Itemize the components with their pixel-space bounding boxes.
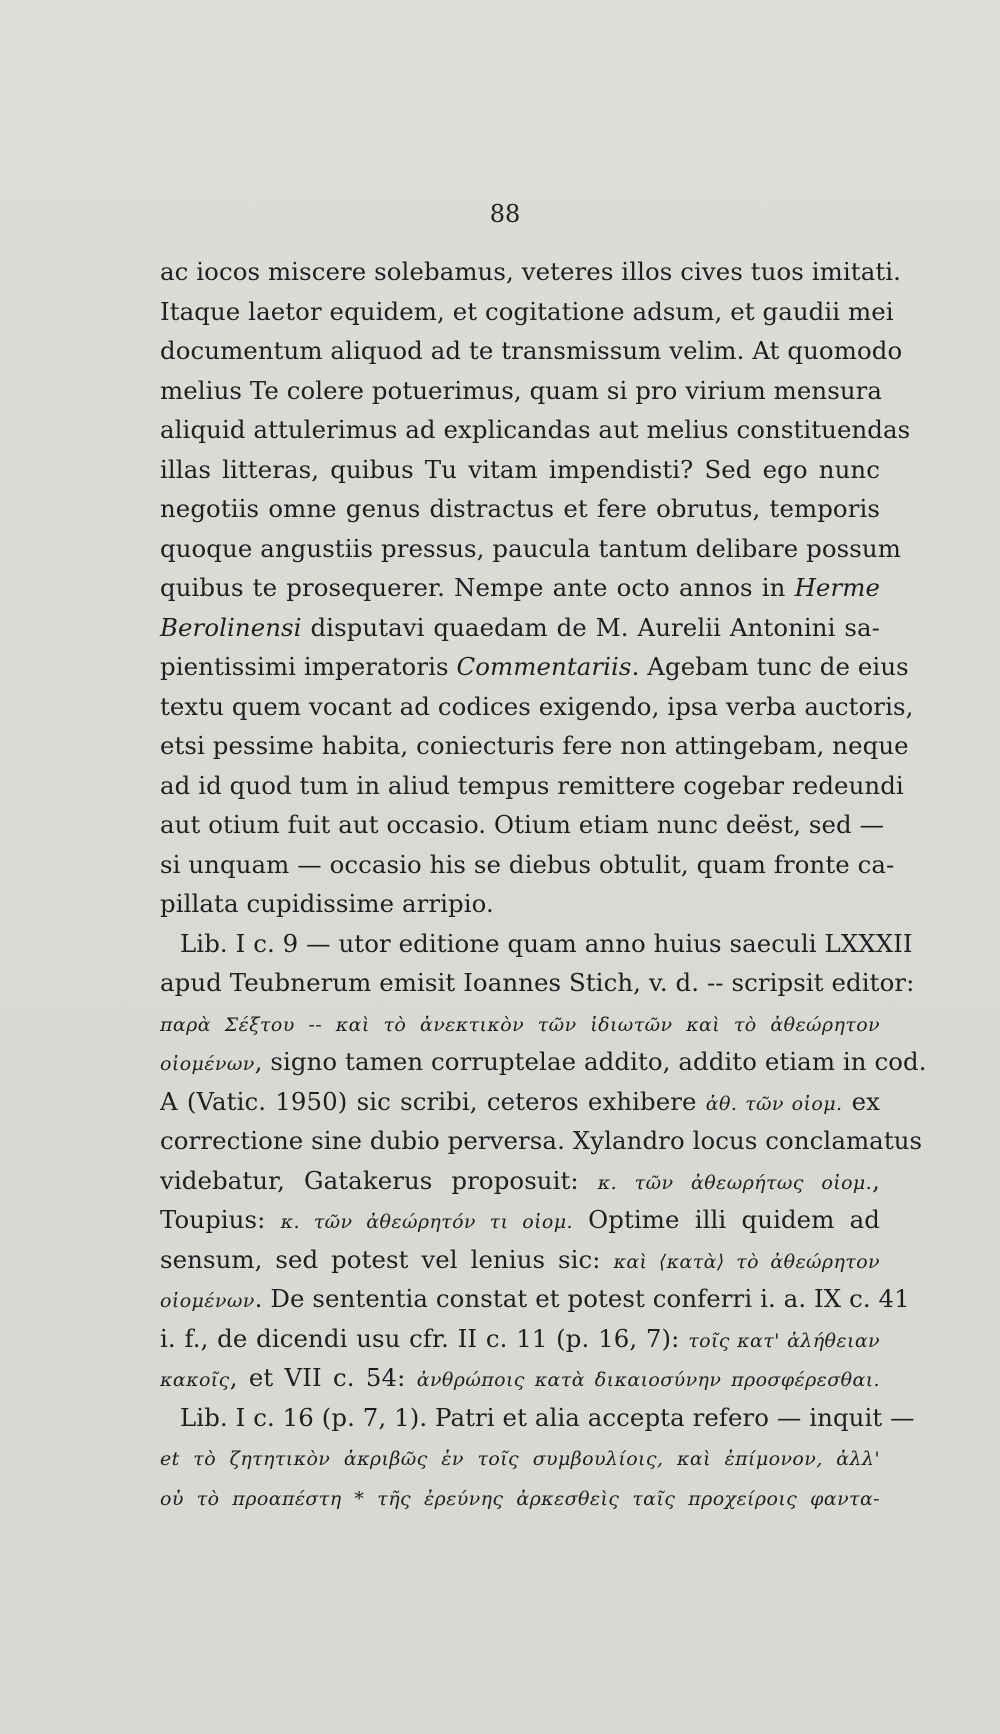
latin-text: i. f., de dicendi usu cfr. II c. 11 (p. 16, 7): (160, 1323, 689, 1353)
latin-text: documentum aliquod ad te transmissum velim. At quomodo (160, 336, 903, 365)
italic-text: Commentariis (456, 652, 632, 681)
text-line (160, 568, 880, 608)
latin-text: Lib. I c. 9 — utor editione quam anno huius saeculi LXXXII (180, 928, 913, 958)
latin-text: etsi pessime habita, coniecturis fere non attingebam, neque (160, 731, 909, 760)
text-line (160, 331, 903, 371)
text-line (160, 1240, 880, 1280)
greek-text: κακοῖς (160, 1369, 230, 1391)
latin-text: . De sententia constat et potest conferri i. a. IX c. 41 (254, 1284, 910, 1313)
greek-text: ἀνθρώποις κατὰ δικαιοσύνην προσφέρεσθαι. (416, 1369, 880, 1391)
latin-text: illas litteras, quibus Tu vitam impendisti? Sed ego nunc (160, 454, 880, 484)
text-line (160, 1398, 915, 1438)
greek-text: οἰομένων (160, 1290, 255, 1312)
latin-text: videbatur, Gatakerus proposuit: (160, 1165, 598, 1195)
text-line (160, 292, 894, 332)
latin-text: correctione sine dubio perversa. Xylandro locus conclamatus (160, 1126, 923, 1155)
latin-text: textu quem vocant ad codices exigendo, ipsa verba auctoris, (160, 691, 914, 721)
text-line (160, 608, 880, 648)
text-line (160, 805, 885, 845)
greek-text: οὐ τὸ προαπέστη * τῆς ἐρεύνης ἀρκεσθεὶς ταῖς προχείροις φαντα- (160, 1487, 880, 1510)
text-line (160, 1042, 927, 1082)
text-line (160, 963, 915, 1003)
latin-text: A (Vatic. 1950) sic scribi, ceteros exhibere (160, 1086, 706, 1116)
italic-text: Berolinensi (160, 612, 302, 642)
greek-text: κ. τῶν ἀθεωρήτως οἰομ. (597, 1171, 873, 1194)
text-line (160, 1437, 880, 1477)
latin-text: ac iocos miscere solebamus, veteres illos cives tuos imitati. (160, 257, 901, 286)
text-line (160, 1121, 923, 1161)
greek-text: καὶ ⟨κατὰ⟩ τὸ ἀθεώρητον (613, 1250, 880, 1273)
text-line (160, 489, 880, 529)
latin-text: pientissimi imperatoris (160, 652, 457, 681)
latin-text: negotiis omne genus distractus et fere obrutus, temporis (160, 494, 880, 523)
text-line (160, 1279, 910, 1319)
latin-text: si unquam — occasio his se diebus obtulit, quam fronte ca- (160, 849, 895, 879)
latin-text: quibus te prosequerer. Nempe ante octo annos in (160, 573, 795, 602)
latin-text: sensum, sed potest vel lenius sic: (160, 1244, 614, 1274)
text-line (160, 1082, 880, 1122)
latin-text: ad id quod tum in aliud tempus remittere cogebar redeundi (160, 770, 904, 800)
latin-text: aliquid attulerimus ad explicandas aut melius constituendas (160, 415, 911, 444)
text-line (160, 252, 901, 292)
latin-text: pillata cupidissime arripio. (160, 889, 494, 918)
latin-text: melius Te colere potuerimus, quam si pro virium mensura (160, 375, 883, 405)
text-line (160, 1200, 880, 1240)
latin-text: disputavi quaedam de M. Aurelii Antonini sa- (301, 612, 880, 642)
latin-text: apud Teubnerum emisit Ioannes Stich, v. d. -- scripsit editor: (160, 968, 915, 997)
page-number: 88 (489, 200, 521, 228)
latin-text: aut otium fuit aut occasio. Otium etiam nunc deëst, sed — (160, 810, 885, 839)
latin-text: . Agebam tunc de eius (631, 652, 909, 681)
italic-text: Herme (794, 573, 880, 602)
latin-text: quoque angustiis pressus, paucula tantum delibare possum (160, 533, 901, 563)
text-line (160, 1477, 880, 1517)
latin-text: , signo tamen corruptelae addito, addito etiam in cod. (254, 1047, 927, 1076)
greek-text: οἰομένων (160, 1053, 255, 1075)
latin-text: , (872, 1165, 880, 1195)
text-line (160, 647, 909, 687)
body-text (160, 252, 927, 1516)
text-line (160, 766, 904, 806)
latin-text: , et VII c. 54: (229, 1363, 417, 1392)
greek-text: et τὸ ζητητικὸν ἀκριβῶς ἐν τοῖς συμβουλίοις, καὶ ἐπίμονον, ἀλλ' (160, 1448, 880, 1470)
text-line (160, 845, 895, 885)
latin-text: Lib. I c. 16 (p. 7, 1). Patri et alia accepta refero — inquit — (180, 1402, 915, 1432)
latin-text: ex (842, 1086, 880, 1116)
text-line (160, 726, 909, 766)
greek-text: κ. τῶν ἀθεώρητόν τι οἰομ. (280, 1211, 573, 1233)
text-line (160, 924, 913, 964)
text-line (160, 1358, 880, 1398)
text-line (160, 1003, 880, 1043)
text-line (160, 1319, 880, 1359)
latin-text: Toupius: (160, 1205, 281, 1234)
latin-text: Itaque laetor equidem, et cogitatione adsum, et gaudii mei (160, 296, 894, 326)
text-line (160, 410, 911, 450)
greek-text: τοῖς κατ' ἀλήθειαν (688, 1329, 880, 1352)
latin-text: Optime illi quidem ad (572, 1205, 880, 1234)
text-line (160, 884, 880, 924)
text-line (160, 687, 914, 727)
greek-text: παρὰ Σέξτου -- καὶ τὸ ἀνεκτικὸν τῶν ἰδιωτῶν καὶ τὸ ἀθεώρητον (160, 1013, 880, 1036)
greek-text: ἀθ. τῶν οἰομ. (705, 1092, 843, 1115)
text-line (160, 371, 883, 411)
text-line (160, 529, 901, 569)
text-line (160, 1161, 880, 1201)
text-line (160, 450, 880, 490)
